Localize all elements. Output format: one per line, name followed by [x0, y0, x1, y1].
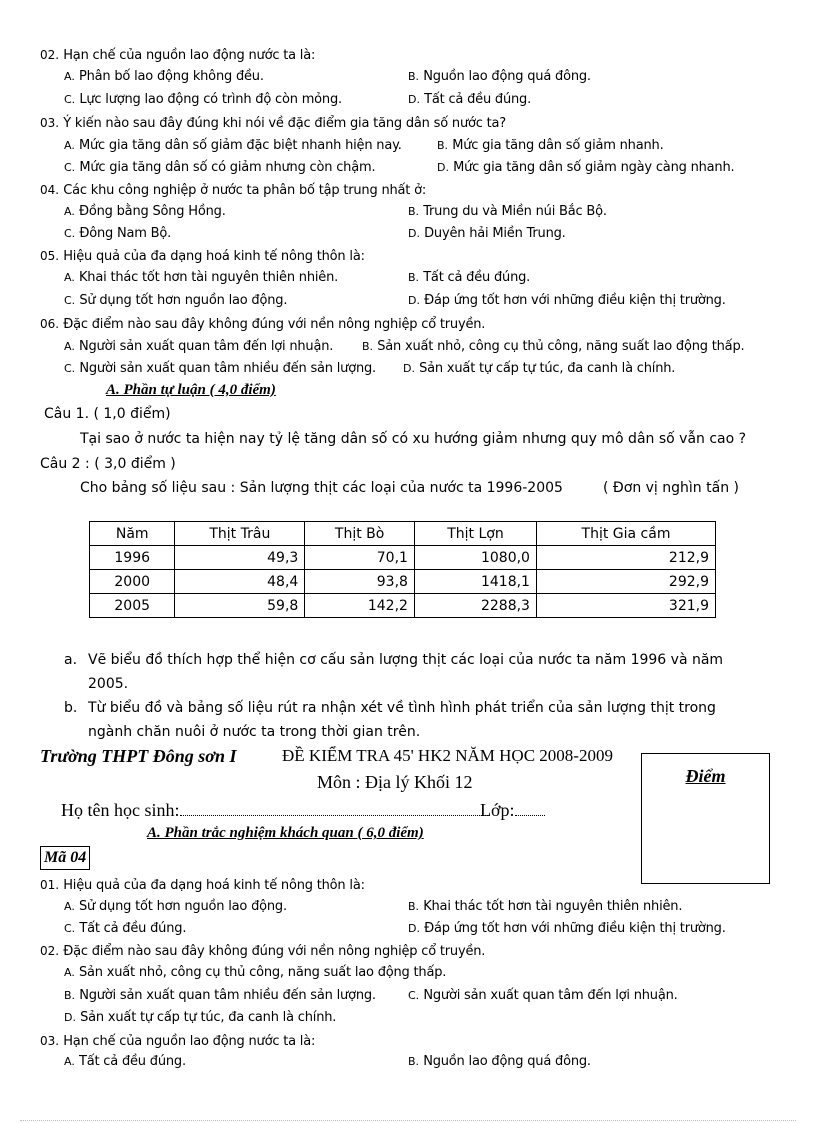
- table-row: [90, 570, 716, 594]
- question-02-bottom: [40, 942, 485, 961]
- essay-heading: A. Phần tự luận ( 4,0 điểm): [106, 382, 276, 398]
- table-cell: 1996: [90, 546, 175, 570]
- option: D. Sản xuất tự cấp tự túc, đa canh là chính.: [64, 1010, 337, 1025]
- question-number: 02.: [40, 48, 60, 62]
- task-a-label: a.: [64, 652, 78, 668]
- table-row: [90, 594, 716, 618]
- option: B. Tất cả đều đúng.: [408, 270, 531, 285]
- school-name: Trường THPT Đông sơn I: [40, 746, 237, 766]
- task-a-line-2: 2005.: [88, 676, 129, 692]
- question-number: 02.: [40, 944, 60, 958]
- question-text: Đặc điểm nào sau đây không đúng với nền nông nghiệp cổ truyền.: [63, 944, 486, 959]
- table-cell: 2000: [90, 570, 175, 594]
- question-number: 04.: [40, 183, 60, 197]
- table-cell: 2005: [90, 594, 175, 618]
- exam-code: Mã 04: [40, 846, 90, 870]
- question-number: 01.: [40, 878, 60, 892]
- student-name-field[interactable]: [180, 815, 490, 816]
- table-row: [90, 546, 716, 570]
- option: D. Duyên hải Miền Trung.: [408, 226, 566, 241]
- student-name-line: [61, 799, 490, 821]
- table-header: Thịt Lợn: [414, 522, 536, 546]
- class-label: Lớp:: [480, 800, 515, 820]
- exam-title: ĐỀ KIỂM TRA 45' HK2 NĂM HỌC 2008-2009: [282, 746, 613, 765]
- meat-production-table: [89, 521, 716, 618]
- option: B. Khai thác tốt hơn tài nguyên thiên nhiên.: [408, 899, 683, 914]
- table-cell: 70,1: [305, 546, 415, 570]
- option: B. Sản xuất nhỏ, công cụ thủ công, năng suất lao động thấp.: [362, 339, 745, 354]
- question-text: Hiệu quả của đa dạng hoá kinh tế nông thôn là:: [63, 249, 365, 264]
- question-text: Hạn chế của nguồn lao động nước ta là:: [63, 1034, 316, 1049]
- score-label: Điểm: [685, 766, 726, 786]
- table-header: Thịt Gia cầm: [536, 522, 715, 546]
- option: A. Sử dụng tốt hơn nguồn lao động.: [64, 899, 287, 914]
- task-b-line-2: ngành chăn nuôi ở nước ta trong thời gian trên.: [88, 724, 421, 740]
- option: D. Sản xuất tự cấp tự túc, đa canh là chính.: [403, 361, 676, 376]
- class-line: [480, 799, 545, 821]
- option: A. Khai thác tốt hơn tài nguyên thiên nhiên.: [64, 270, 339, 285]
- score-box: [641, 753, 770, 884]
- question-number: 05.: [40, 249, 60, 263]
- option: A. Đồng bằng Sông Hồng.: [64, 204, 226, 219]
- task-b-label: b.: [64, 700, 78, 716]
- student-name-label: Họ tên học sinh:: [61, 800, 180, 820]
- option: D. Đáp ứng tốt hơn với những điều kiện thị trường.: [408, 921, 726, 936]
- table-cell: 1418,1: [414, 570, 536, 594]
- option: D. Mức gia tăng dân số giảm ngày càng nhanh.: [437, 160, 735, 175]
- question-03-bottom: [40, 1032, 315, 1051]
- question-04-top: [40, 181, 426, 200]
- task-b-line-1: Từ biểu đồ và bảng số liệu rút ra nhận xét về tình hình phát triển của sản lượng thịt trong: [88, 700, 716, 716]
- table-cell: 321,9: [536, 594, 715, 618]
- option: C. Đông Nam Bộ.: [64, 226, 172, 241]
- option: B. Trung du và Miền núi Bắc Bộ.: [408, 204, 607, 219]
- question-text: Đặc điểm nào sau đây không đúng với nền nông nghiệp cổ truyền.: [63, 317, 486, 332]
- page-bottom-divider: [20, 1120, 796, 1121]
- table-cell: 49,3: [175, 546, 305, 570]
- option: B. Người sản xuất quan tâm nhiều đến sản lượng.: [64, 988, 376, 1003]
- class-field[interactable]: [515, 815, 545, 816]
- option: C. Mức gia tăng dân số có giảm nhưng còn chậm.: [64, 160, 376, 175]
- question-number: 03.: [40, 116, 60, 130]
- table-header: Thịt Trâu: [175, 522, 305, 546]
- option: C. Sử dụng tốt hơn nguồn lao động.: [64, 293, 288, 308]
- option: A. Tất cả đều đúng.: [64, 1054, 186, 1069]
- question-text: Ý kiến nào sau đây đúng khi nói về đặc điểm gia tăng dân số nước ta?: [63, 116, 506, 131]
- question-06-top: [40, 315, 485, 334]
- question-03-top: [40, 114, 506, 133]
- option: A. Mức gia tăng dân số giảm đặc biệt nhanh hiện nay.: [64, 138, 402, 153]
- option: B. Nguồn lao động quá đông.: [408, 69, 591, 84]
- table-cell: 93,8: [305, 570, 415, 594]
- table-cell: 59,8: [175, 594, 305, 618]
- option: A. Sản xuất nhỏ, công cụ thủ công, năng suất lao động thấp.: [64, 965, 447, 980]
- table-cell: 48,4: [175, 570, 305, 594]
- option: A. Phân bố lao động không đều.: [64, 69, 264, 84]
- question-02-top: [40, 46, 315, 65]
- option: C. Người sản xuất quan tâm nhiều đến sản lượng.: [64, 361, 376, 376]
- section-a-heading: A. Phần trắc nghiệm khách quan ( 6,0 điểm): [147, 825, 424, 841]
- question-number: 03.: [40, 1034, 60, 1048]
- option: B. Mức gia tăng dân số giảm nhanh.: [437, 138, 664, 153]
- table-cell: 292,9: [536, 570, 715, 594]
- table-header: Thịt Bò: [305, 522, 415, 546]
- option: C. Tất cả đều đúng.: [64, 921, 187, 936]
- option: C. Người sản xuất quan tâm đến lợi nhuận.: [408, 988, 678, 1003]
- table-cell: 1080,0: [414, 546, 536, 570]
- subject-line: Môn : Địa lý Khối 12: [317, 772, 473, 792]
- question-text: Các khu công nghiệp ở nước ta phân bố tập trung nhất ở:: [63, 183, 427, 198]
- table-cell: 212,9: [536, 546, 715, 570]
- essay-question-2-label: Câu 2 : ( 3,0 điểm ): [40, 456, 176, 472]
- table-header-row: [90, 522, 716, 546]
- question-text: Hiệu quả của đa dạng hoá kinh tế nông thôn là:: [63, 878, 365, 893]
- essay-question-2-unit: ( Đơn vị nghìn tấn ): [603, 480, 739, 496]
- option: B. Nguồn lao động quá đông.: [408, 1054, 591, 1069]
- option: D. Đáp ứng tốt hơn với những điều kiện thị trường.: [408, 293, 726, 308]
- task-a-line-1: Vẽ biểu đồ thích hợp thể hiện cơ cấu sản lượng thịt các loại của nước ta năm 1996 và năm: [88, 652, 724, 668]
- option: C. Lực lượng lao động có trình độ còn mỏng.: [64, 92, 342, 107]
- option: A. Người sản xuất quan tâm đến lợi nhuận.: [64, 339, 334, 354]
- essay-question-1-label: Câu 1. ( 1,0 điểm): [44, 406, 171, 422]
- table-header: Năm: [90, 522, 175, 546]
- essay-question-1-text: Tại sao ở nước ta hiện nay tỷ lệ tăng dân số có xu hướng giảm nhưng quy mô dân số vẫn cao ?: [80, 431, 747, 447]
- question-05-top: [40, 247, 365, 266]
- table-cell: 2288,3: [414, 594, 536, 618]
- question-01-bottom: [40, 876, 365, 895]
- option: D. Tất cả đều đúng.: [408, 92, 532, 107]
- question-text: Hạn chế của nguồn lao động nước ta là:: [63, 48, 316, 63]
- question-number: 06.: [40, 317, 60, 331]
- essay-question-2-intro: Cho bảng số liệu sau : Sản lượng thịt các loại của nước ta 1996-2005: [80, 480, 563, 496]
- table-cell: 142,2: [305, 594, 415, 618]
